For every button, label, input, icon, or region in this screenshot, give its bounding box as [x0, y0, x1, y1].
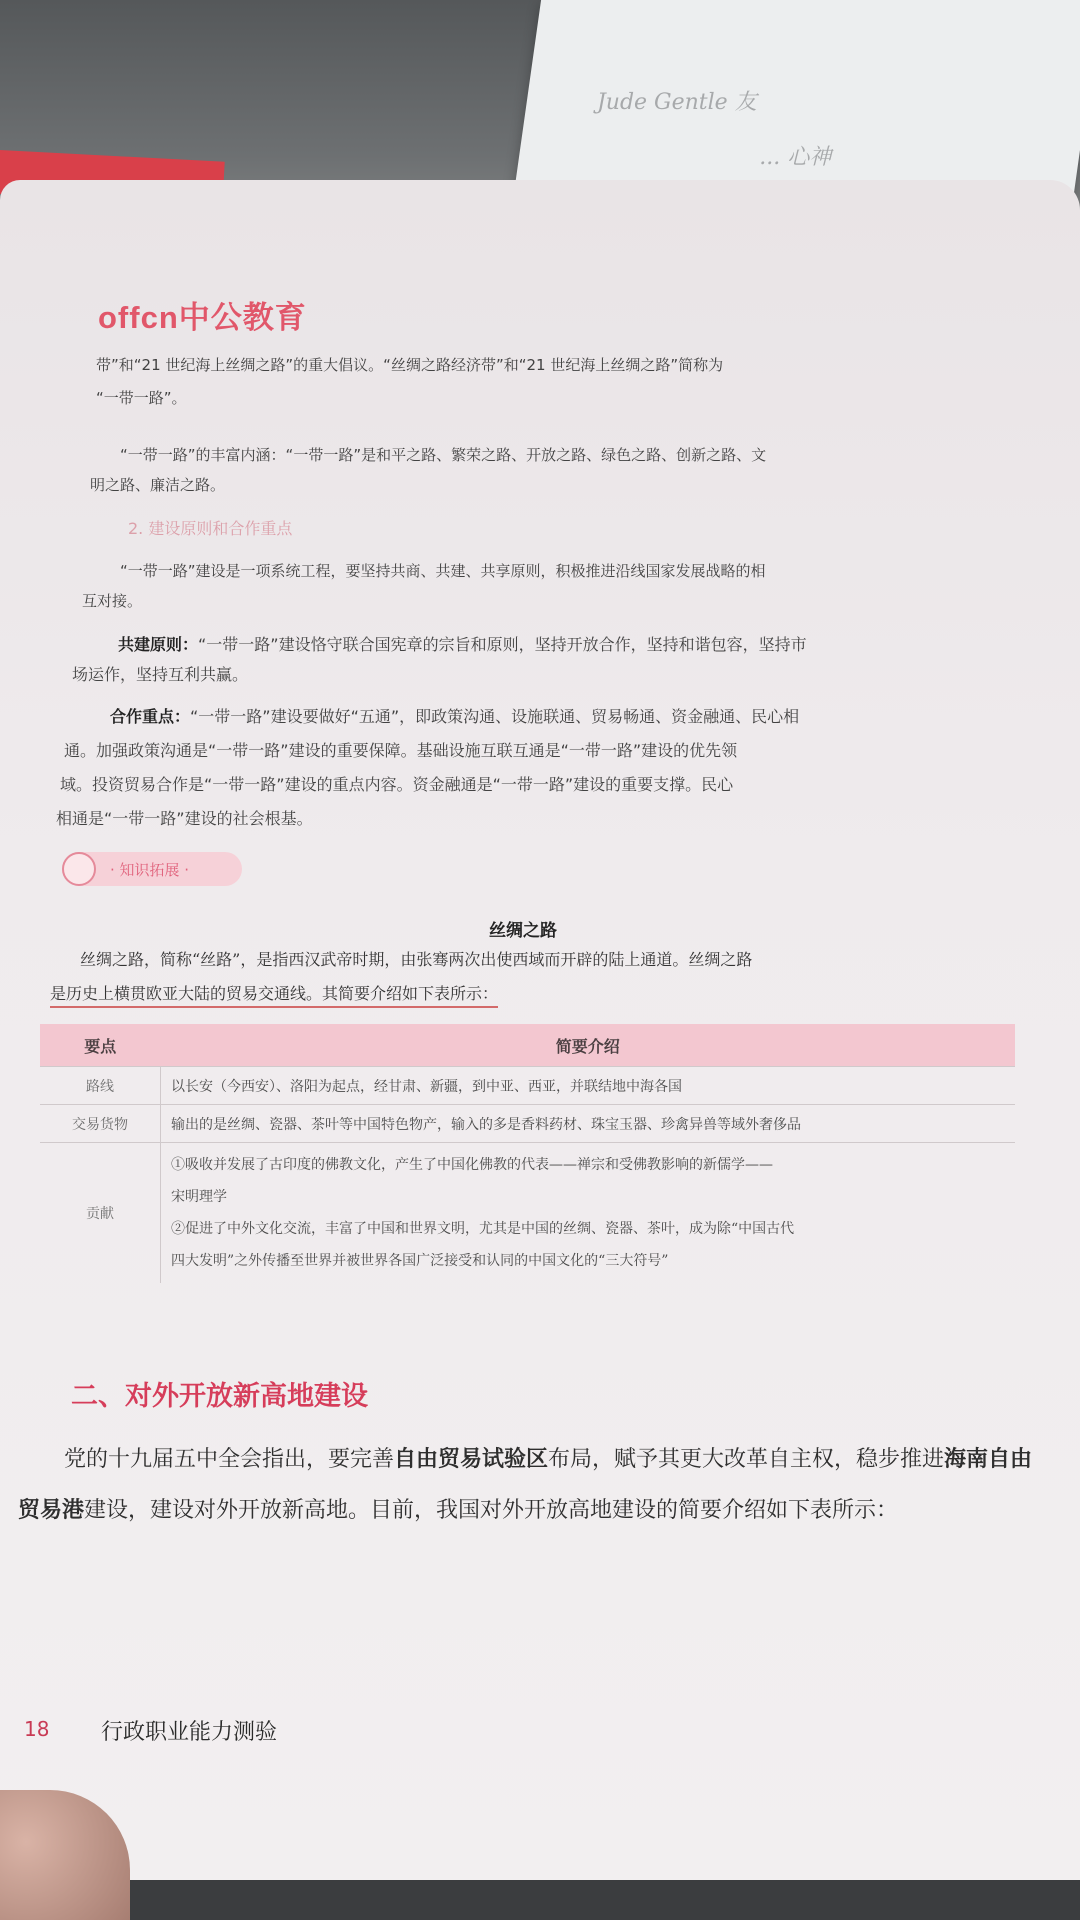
table-row: [40, 1143, 1015, 1284]
text-line: 明之路、廉洁之路。: [90, 476, 226, 494]
text-line: 域。投资贸易合作是“一带一路”建设的重点内容。资金融通是“一带一路”建设的重要支撑。民心: [60, 775, 734, 794]
note-line: Jude Gentle 友: [596, 90, 757, 115]
brand-logo: [98, 292, 307, 337]
note-line: ... 心神: [759, 145, 832, 170]
cell-line: ②促进了中外文化交流，丰富了中国和世界文明，尤其是中国的丝绸、瓷器、茶叶，成为除“中国古代: [171, 1221, 795, 1237]
section-paragraph: [18, 1434, 1038, 1536]
para-text: 党的十九届五中全会指出，要完善: [64, 1447, 395, 1472]
table-row: [40, 1105, 1015, 1143]
text-line: “一带一路”。: [96, 389, 187, 407]
lightbulb-icon: [62, 852, 96, 886]
table-cell: 以长安（今西安）、洛阳为起点，经甘肃、新疆，到中亚、西亚，并联结地中海各国: [161, 1067, 1016, 1105]
text-line: 相通是“一带一路”建设的社会根基。: [56, 809, 313, 828]
table-key: 贡献: [40, 1143, 161, 1284]
silk-road-title: 丝绸之路: [489, 921, 557, 941]
book-title: 行政职业能力测验: [101, 1720, 278, 1745]
table-header: 要点: [40, 1024, 161, 1067]
page-number: 18: [24, 1717, 50, 1741]
table-header-row: [40, 1024, 1015, 1067]
silk-intro: 丝绸之路，简称“丝路”，是指西汉武帝时期，由张骞两次出使西域而开辟的陆上通道。丝绸之路: [80, 950, 753, 969]
knowledge-label: · 知识拓展 ·: [110, 861, 190, 879]
table-key: 交易货物: [40, 1105, 161, 1143]
para-text: 建设，建设对外开放新高地。目前，我国对外开放高地建设的简要介绍如下表所示：: [84, 1498, 899, 1523]
text-line: “一带一路”建设是一项系统工程，要坚持共商、共建、共享原则，积极推进沿线国家发展战略的相: [120, 562, 766, 580]
principle-label: 共建原则：: [118, 635, 199, 654]
para-bold: 自由贸易试验区: [394, 1446, 549, 1472]
silk-road-table: [40, 1024, 1015, 1283]
text-line: [110, 704, 799, 727]
text-line: [118, 632, 807, 655]
knowledge-extension-badge: [62, 852, 242, 886]
silk-intro: 是历史上横贯欧亚大陆的贸易交通线。其简要介绍如下表所示：: [50, 982, 498, 1008]
text-line: “一带一路”的丰富内涵：“一带一路”是和平之路、繁荣之路、开放之路、绿色之路、创新之路、文: [120, 446, 767, 464]
cell-line: ①吸收并发展了古印度的佛教文化，产生了中国化佛教的代表——禅宗和受佛教影响的新儒学——: [171, 1157, 773, 1173]
table-cell: [161, 1143, 1016, 1284]
text-line: 带”和“21 世纪海上丝绸之路”的重大倡议。“丝绸之路经济带”和“21 世纪海上丝绸之路”简称为: [96, 356, 724, 374]
text-line: 场运作，坚持互利共赢。: [72, 665, 249, 684]
para-bold: 海南自由贸易港: [18, 1446, 1033, 1523]
table-key: 路线: [40, 1067, 161, 1105]
brand-name: 中公教育: [178, 300, 307, 335]
focus-text: “一带一路”建设要做好“五通”，即政策沟通、设施联通、贸易畅通、资金融通、民心相: [190, 707, 800, 726]
principle-text: “一带一路”建设恪守联合国宪章的宗旨和原则，坚持开放合作，坚持和谐包容，坚持市: [198, 635, 807, 654]
table-row: [40, 1067, 1015, 1105]
focus-label: 合作重点：: [110, 707, 191, 726]
text-line: 互对接。: [82, 592, 143, 610]
brand-prefix: offcn: [98, 300, 179, 335]
cell-line: 四大发明”之外传播至世界并被世界各国广泛接受和认同的中国文化的“三大符号”: [171, 1253, 669, 1269]
table-header: 简要介绍: [161, 1024, 1016, 1067]
para-text: 布局，赋予其更大改革自主权，稳步推进: [548, 1447, 945, 1472]
table-cell: 输出的是丝绸、瓷器、茶叶等中国特色物产，输入的多是香料药材、珠宝玉器、珍禽异兽等域外奢侈品: [161, 1105, 1016, 1143]
sub-heading: 2. 建设原则和合作重点: [128, 519, 293, 538]
section-heading: 二、对外开放新高地建设: [71, 1381, 368, 1412]
cell-line: 宋明理学: [171, 1189, 227, 1205]
text-line: 通。加强政策沟通是“一带一路”建设的重要保障。基础设施互联互通是“一带一路”建设的优先领: [64, 741, 738, 760]
